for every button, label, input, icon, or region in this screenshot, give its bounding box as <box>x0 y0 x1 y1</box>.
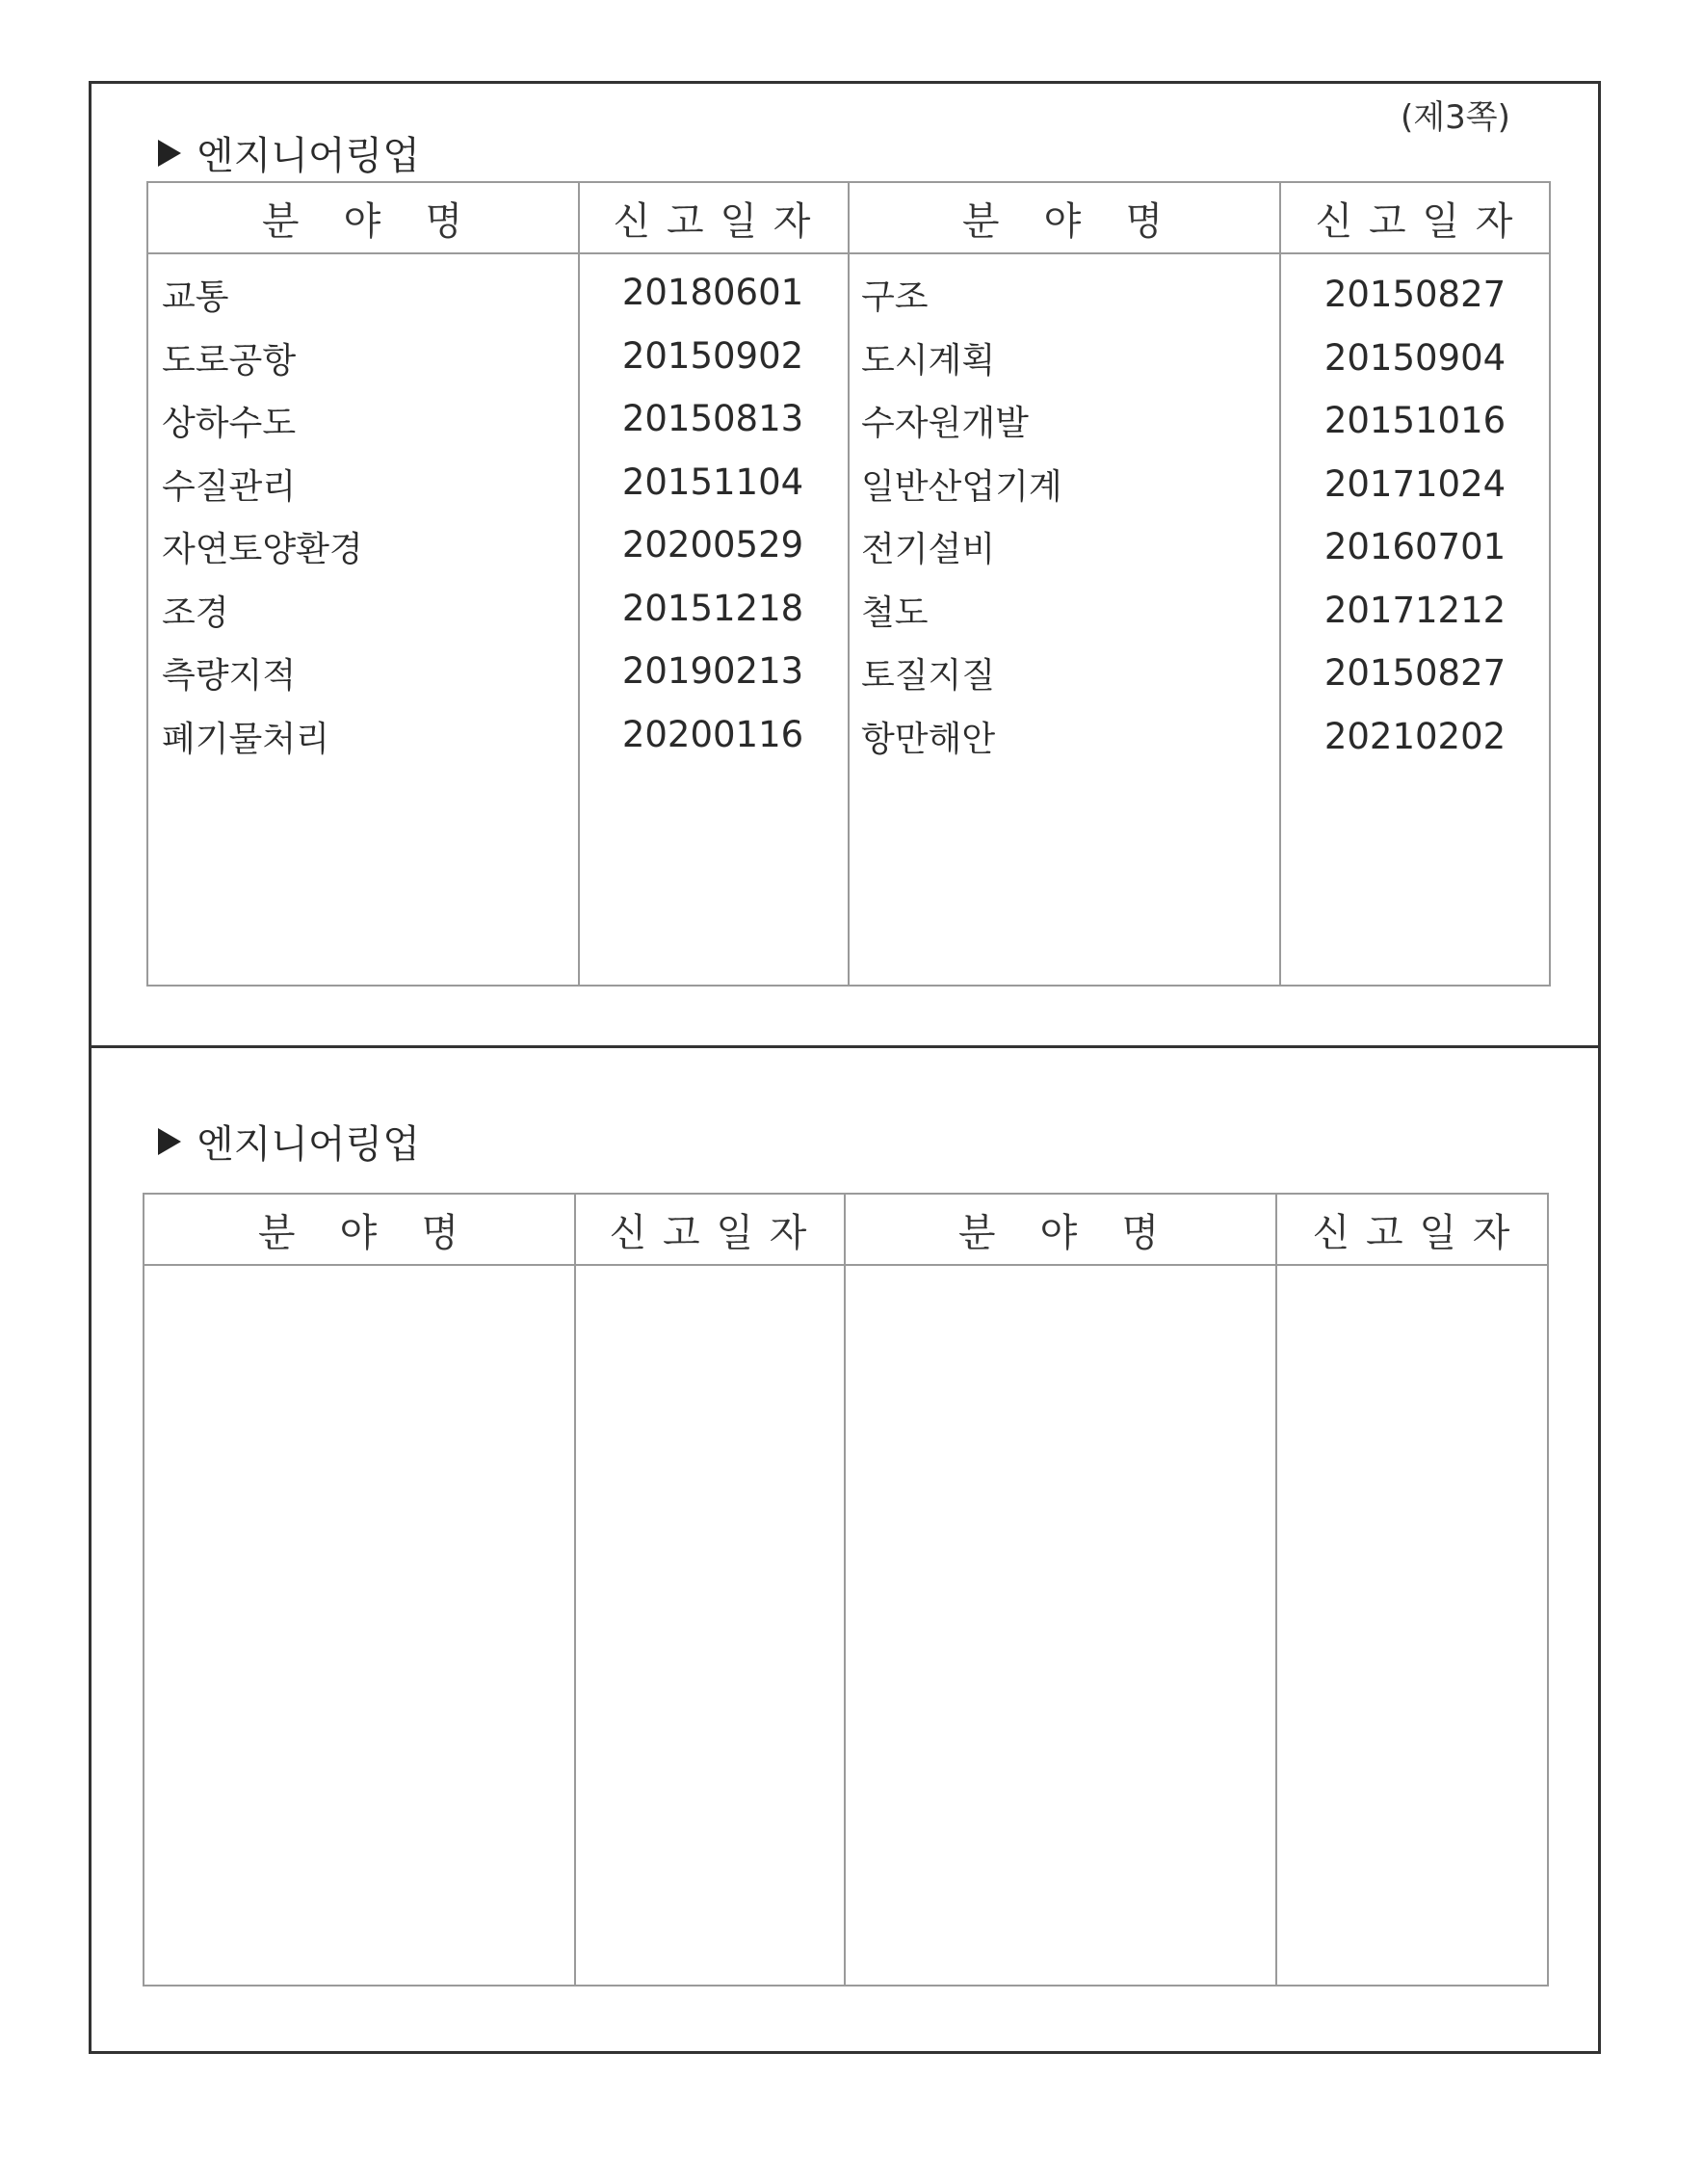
field-name-cell: 전기설비 <box>861 530 996 569</box>
header-divider <box>148 252 1549 254</box>
report-date-cell: 20200529 <box>621 524 804 566</box>
report-date-cell: 20150904 <box>1323 337 1506 379</box>
report-date-cell: 20160701 <box>1323 526 1506 567</box>
page-number: (제3쪽) <box>1401 98 1510 137</box>
field-name-cell: 수자원개발 <box>861 404 1029 443</box>
report-date-cell: 20151218 <box>621 588 804 629</box>
field-name-cell: 도로공항 <box>162 341 297 381</box>
report-date-cell: 20151016 <box>1323 400 1506 441</box>
header-report-date-left: 신 고 일 자 <box>609 1210 809 1255</box>
report-date-cell: 20180601 <box>621 272 804 313</box>
report-date-cell: 20150827 <box>1323 274 1506 315</box>
report-date-cell: 20150902 <box>621 335 804 377</box>
section-divider <box>89 1045 1601 1048</box>
report-date-cell: 20171212 <box>1323 590 1506 631</box>
report-date-cell: 20210202 <box>1323 716 1506 757</box>
section-title-1 <box>158 125 420 180</box>
field-name-cell: 자연토양환경 <box>162 530 363 569</box>
report-date-cell: 20150813 <box>621 398 804 439</box>
field-name-cell: 토질지질 <box>861 656 996 696</box>
header-report-date-right: 신 고 일 자 <box>1312 1210 1512 1255</box>
report-date-cell: 20200116 <box>621 714 804 755</box>
column-divider <box>574 1195 576 1985</box>
column-divider <box>848 183 850 985</box>
field-table-1 <box>146 181 1551 987</box>
report-date-cell: 20151104 <box>621 461 804 503</box>
field-name-cell: 철도 <box>861 593 929 633</box>
field-name-cell: 폐기물처리 <box>162 720 329 759</box>
field-name-cell: 조경 <box>162 593 229 633</box>
field-name-cell: 도시계획 <box>861 341 996 381</box>
header-report-date-left: 신 고 일 자 <box>613 198 813 244</box>
section-title-text: 엔지니어링업 <box>196 1122 420 1167</box>
column-divider <box>1275 1195 1277 1985</box>
section-title-2 <box>158 1114 420 1169</box>
report-date-cell: 20150827 <box>1323 652 1506 694</box>
header-report-date-right: 신 고 일 자 <box>1315 198 1515 244</box>
field-name-cell: 일반산업기계 <box>861 467 1062 507</box>
header-field-name-left: 분 야 명 <box>261 198 465 244</box>
header-divider <box>144 1264 1547 1266</box>
header-field-name-left: 분 야 명 <box>257 1210 461 1255</box>
report-date-cell: 20190213 <box>621 650 804 692</box>
field-name-cell: 수질관리 <box>162 467 297 507</box>
triangle-bullet-icon <box>158 1128 181 1155</box>
triangle-bullet-icon <box>158 140 181 167</box>
report-date-cell: 20171024 <box>1323 463 1506 505</box>
field-name-cell: 항만해안 <box>861 720 996 759</box>
field-name-cell: 상하수도 <box>162 404 297 443</box>
header-field-name-right: 분 야 명 <box>957 1210 1162 1255</box>
section-title-text: 엔지니어링업 <box>196 134 420 178</box>
column-divider <box>844 1195 846 1985</box>
field-name-cell: 구조 <box>861 277 929 317</box>
header-field-name-right: 분 야 명 <box>961 198 1166 244</box>
field-name-cell: 측량지적 <box>162 656 297 696</box>
field-name-cell: 교통 <box>162 277 229 317</box>
field-table-2 <box>143 1193 1549 1987</box>
